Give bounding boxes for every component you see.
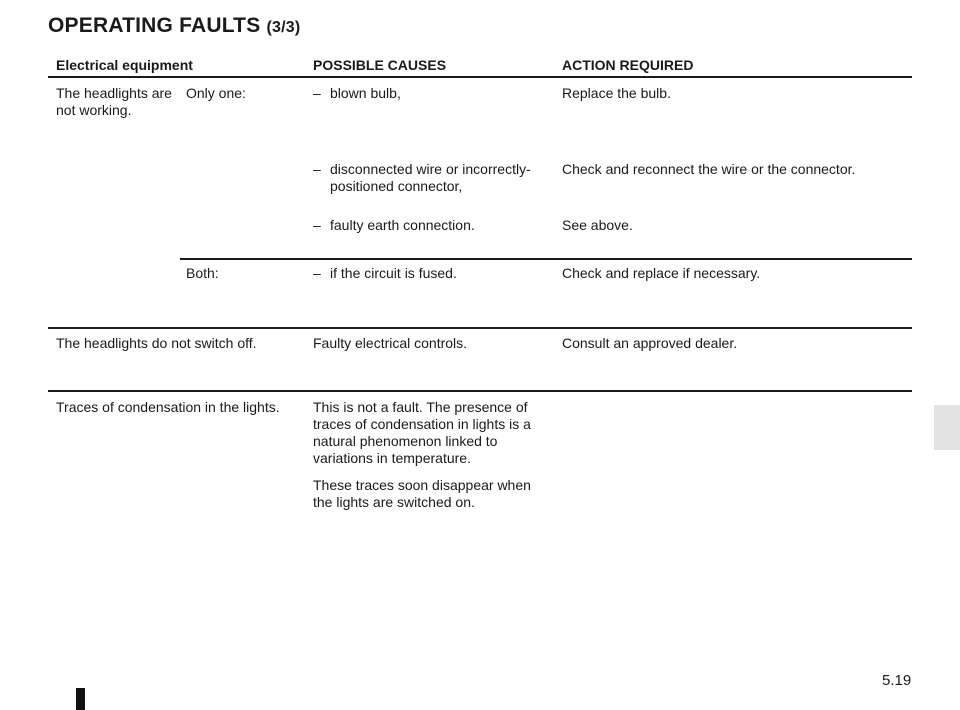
action-text: See above. bbox=[562, 217, 633, 233]
page-number: 5.19 bbox=[882, 672, 912, 689]
header-action-required: ACTION REQUIRED bbox=[562, 57, 694, 73]
cause-row bbox=[313, 85, 549, 102]
equipment-condensation: Traces of condensation in the lights. bbox=[56, 399, 280, 415]
group-rule bbox=[48, 390, 912, 392]
subgroup-rule bbox=[180, 258, 912, 260]
side-tab bbox=[934, 405, 960, 450]
page-title-text: OPERATING FAULTS bbox=[48, 14, 261, 37]
header-rule bbox=[48, 76, 912, 78]
action-text: Check and replace if necessary. bbox=[562, 265, 761, 281]
action-text: Check and reconnect the wire or the connector. bbox=[562, 161, 856, 177]
dash-bullet: – bbox=[313, 85, 321, 101]
cause-row bbox=[313, 265, 549, 282]
dash-bullet: – bbox=[313, 217, 321, 233]
group-rule bbox=[48, 327, 912, 329]
cause-text: Faulty electrical controls. bbox=[313, 335, 468, 351]
qualifier-both: Both: bbox=[186, 265, 219, 281]
cause-paragraph: This is not a fault. The presence of traces of condensation in lights is a natural phenomenon linked to variations in temperature. bbox=[313, 399, 531, 466]
cause-text: blown bulb, bbox=[330, 85, 401, 101]
header-possible-causes: POSSIBLE CAUSES bbox=[313, 57, 447, 73]
corner-mark bbox=[76, 688, 85, 710]
cause-paragraphs bbox=[313, 399, 549, 511]
header-equipment: Electrical equipment bbox=[56, 57, 193, 73]
action-text: Replace the bulb. bbox=[562, 85, 671, 101]
equipment-headlights-not-working: The headlights are not working. bbox=[56, 85, 172, 118]
cause-text: faulty earth connection. bbox=[330, 217, 475, 233]
equipment-headlights-not-switch-off: The headlights do not switch off. bbox=[56, 335, 257, 351]
dash-bullet: – bbox=[313, 161, 321, 177]
cause-row bbox=[313, 217, 549, 234]
cause-paragraph: These traces soon disappear when the lights are switched on. bbox=[313, 477, 531, 510]
page-title bbox=[48, 14, 300, 38]
dash-bullet: – bbox=[313, 265, 321, 281]
page-title-suffix: (3/3) bbox=[266, 19, 301, 36]
action-text: Consult an approved dealer. bbox=[562, 335, 738, 351]
cause-text: if the circuit is fused. bbox=[330, 265, 457, 281]
cause-row bbox=[313, 161, 549, 195]
qualifier-only-one: Only one: bbox=[186, 85, 246, 101]
cause-text: disconnected wire or incorrectly-positioned connector, bbox=[330, 161, 531, 194]
